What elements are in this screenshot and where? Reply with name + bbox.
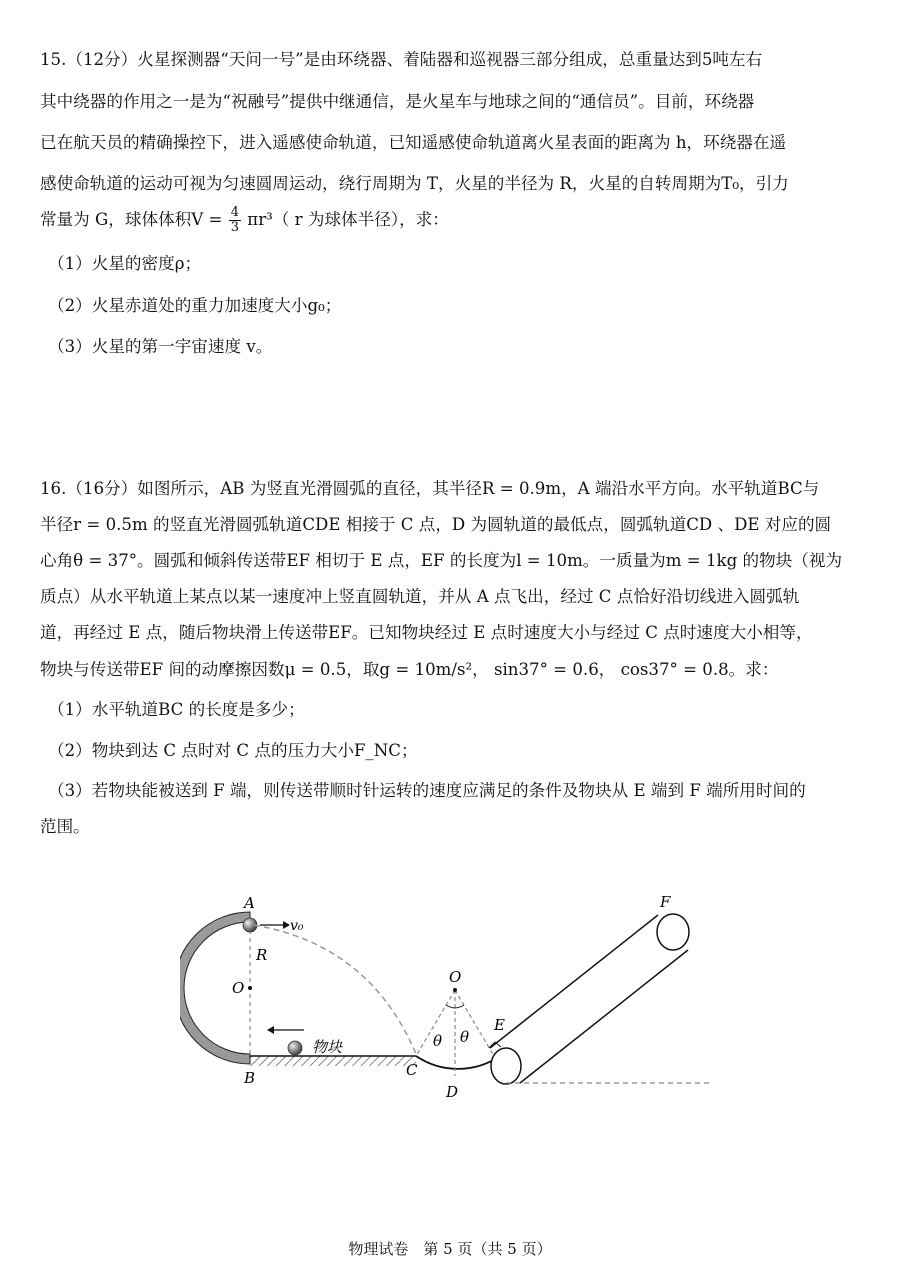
q16-line-5: 道，再经过 E 点，随后物块滑上传送带EF。已知物块经过 E 点时速度大小与经过 C 点时速度大小相等，: [40, 623, 813, 642]
q16-sub-3-continued: 范围。: [40, 817, 90, 836]
page-footer: 物理试卷 第 5 页（共 5 页）: [348, 1240, 552, 1258]
q15-line-5: [40, 206, 449, 235]
track-diagram: [180, 890, 740, 1130]
label-b: B: [244, 1069, 256, 1087]
pulley-top: [657, 914, 689, 950]
q15-sub-3: （3）火星的第一宇宙速度 v。: [48, 337, 273, 356]
label-block: 物块: [312, 1038, 343, 1056]
angle-arc-left: [446, 1005, 455, 1008]
projectile-path: [254, 925, 416, 1054]
label-o1: O: [232, 979, 245, 997]
center-o2: [453, 988, 457, 992]
block-arrowhead: [267, 1026, 274, 1034]
q16-line-2: 半径r = 0.5m 的竖直光滑圆弧轨道CDE 相接于 C 点，D 为圆轨道的最低点，圆弧轨道CD 、DE 对应的圆: [40, 515, 832, 534]
q16-sub-2: （2）物块到达 C 点时对 C 点的压力大小F_NC；: [48, 741, 418, 760]
q16-sub-3: （3）若物块能被送到 F 端，则传送带顺时针运转的速度应满足的条件及物块从 E 端到 F 端所用时间的: [48, 781, 806, 800]
q15-line-3: 已在航天员的精确操控下，进入遥感使命轨道，已知遥感使命轨道离火星表面的距离为 h，环绕器在遥: [40, 133, 787, 152]
q16-line-3: 心角θ = 37°。圆弧和倾斜传送带EF 相切于 E 点，EF 的长度为l = 10m。一质量为m = 1kg 的物块（视为: [40, 551, 843, 570]
radius-oe: [455, 990, 494, 1056]
label-c: C: [406, 1061, 418, 1079]
q15-sub-1: （1）火星的密度ρ；: [48, 254, 202, 273]
label-theta-left: θ: [433, 1032, 443, 1050]
angle-arc-right: [455, 1005, 464, 1008]
center-o1: [248, 986, 252, 990]
fraction-denominator: 3: [230, 220, 240, 235]
volume-fraction: [229, 206, 241, 235]
v0-arrowhead: [283, 921, 290, 929]
block-ball: [288, 1041, 302, 1055]
label-a: A: [244, 894, 255, 912]
q15-line-1: 15.（12分）火星探测器“天问一号”是由环绕器、着陆器和巡视器三部分组成，总重量达到5吨左右: [40, 50, 763, 69]
q15-sub-2: （2）火星赤道处的重力加速度大小g₀；: [48, 296, 342, 315]
label-d: D: [446, 1083, 459, 1101]
q16-sub-1: （1）水平轨道BC 的长度是多少；: [48, 700, 305, 719]
label-theta-right: θ: [460, 1028, 470, 1046]
label-r: R: [256, 946, 268, 964]
ground-hatching: [250, 1056, 416, 1066]
label-f: F: [660, 893, 671, 911]
q16-line-6: 物块与传送带EF 间的动摩擦因数μ = 0.5，取g = 10m/s²， sin37° = 0.6， cos37° = 0.8。求：: [40, 660, 779, 679]
q15-line-2: 其中绕器的作用之一是为“祝融号”提供中继通信，是火星车与地球之间的“通信员”。目前，环绕器: [40, 92, 755, 111]
label-o2: O: [449, 968, 462, 986]
q16-line-1: 16.（16分）如图所示，AB 为竖直光滑圆弧的直径，其半径R = 0.9m，A 端沿水平方向。水平轨道BC与: [40, 479, 820, 498]
q15-line-5-a: 常量为 G，球体体积V =: [40, 210, 223, 229]
q15-line-4: 感使命轨道的运动可视为匀速圆周运动，绕行周期为 T，火星的半径为 R，火星的自转周期为T₀，引力: [40, 174, 789, 193]
q16-line-4: 质点）从水平轨道上某点以某一速度冲上竖直圆轨道，并从 A 点飞出，经过 C 点恰好沿切线进入圆弧轨: [40, 587, 800, 606]
belt-bottom: [520, 950, 688, 1083]
fraction-numerator: 4: [230, 205, 240, 220]
pulley-bottom: [491, 1048, 521, 1084]
q15-line-5-b: πr³（ r 为球体半径），求：: [247, 210, 449, 229]
belt-top: [490, 915, 658, 1048]
arc-cde: [416, 1056, 500, 1069]
label-e: E: [494, 1016, 505, 1034]
label-v0: v₀: [290, 918, 304, 934]
